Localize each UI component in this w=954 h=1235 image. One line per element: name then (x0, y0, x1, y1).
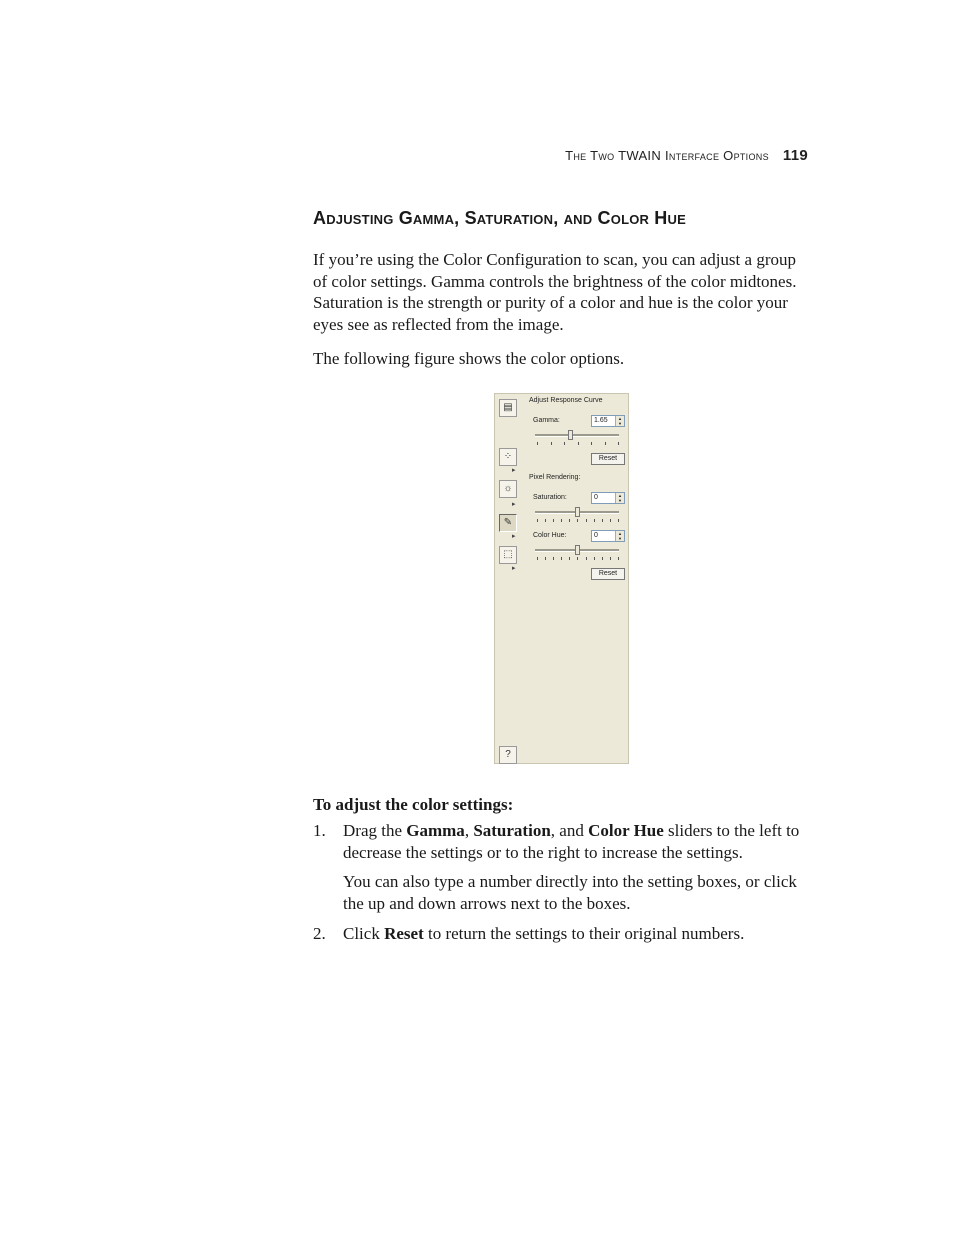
step-2-text: Click Reset to return the settings to their original numbers. (343, 924, 745, 943)
gamma-value: 1.65 (594, 417, 608, 424)
step-1-text: Drag the Gamma, Saturation, and Color Hue sliders to the left to decrease the settings or to the right to increase the settings. (343, 821, 800, 862)
figure-intro-paragraph: The following figure shows the color options. (313, 349, 625, 368)
saturation-term: Saturation (473, 821, 551, 840)
saturation-slider-thumb[interactable] (575, 507, 580, 517)
gamma-label: Gamma: (533, 417, 560, 424)
gamma-term: Gamma (406, 821, 465, 840)
response-curve-title: Adjust Response Curve (529, 397, 603, 404)
halftone-icon[interactable]: ⁘ (499, 448, 517, 466)
saturation-spin-arrows-icon[interactable]: ▲ ▼ (615, 493, 624, 503)
gamma-ticks (537, 442, 619, 446)
hue-label: Color Hue: (533, 532, 567, 539)
step-2-number: 2. (313, 924, 326, 943)
gamma-slider-track[interactable] (535, 434, 619, 437)
gamma-reset-button[interactable]: Reset (591, 453, 625, 465)
intro-paragraph: If you’re using the Color Configuration to scan, you can adjust a group of color settings. Gamma controls the brightness of the color midtones. Saturation is the strength or purity of a color and hue is the color your eyes see as reflected from the image. (313, 250, 797, 334)
hue-input[interactable] (591, 530, 625, 542)
help-icon[interactable]: ? (499, 746, 517, 764)
crop-frame-icon[interactable]: ⬚ (499, 546, 517, 564)
brightness-arrow-icon: ▸ (512, 501, 516, 508)
saturation-label: Saturation: (533, 494, 567, 501)
crop-arrow-icon: ▸ (512, 565, 516, 572)
color-hue-term: Color Hue (588, 821, 664, 840)
saturation-ticks (537, 519, 619, 523)
color-options-panel (494, 393, 629, 764)
gamma-slider-thumb[interactable] (568, 430, 573, 440)
step-1-number: 1. (313, 821, 326, 840)
hue-value: 0 (594, 532, 598, 539)
gamma-spin-arrows-icon[interactable]: ▲ ▼ (615, 416, 624, 426)
running-header-title: The Two TWAIN Interface Options (565, 148, 769, 163)
settings-icon[interactable]: ▤ (499, 399, 517, 417)
reset-term: Reset (384, 924, 424, 943)
procedure-title: To adjust the color settings: (313, 795, 514, 814)
tool-strip (497, 396, 519, 761)
saturation-hue-reset-button[interactable]: Reset (591, 568, 625, 580)
gamma-input[interactable] (591, 415, 625, 427)
color-adjust-icon[interactable]: ✎ (499, 514, 517, 532)
page-number: 119 (782, 147, 808, 164)
section-heading: Adjusting Gamma, Saturation, and Color Hue (313, 208, 686, 228)
saturation-input[interactable] (591, 492, 625, 504)
hue-spin-arrows-icon[interactable]: ▲ ▼ (615, 531, 624, 541)
brightness-contrast-icon[interactable]: ☼ (499, 480, 517, 498)
saturation-value: 0 (594, 494, 598, 501)
hue-slider-thumb[interactable] (575, 545, 580, 555)
hue-ticks (537, 557, 619, 561)
step-1-note: You can also type a number directly into the setting boxes, or click the up and down arrows next to the boxes. (343, 872, 797, 913)
halftone-arrow-icon: ▸ (512, 467, 516, 474)
color-adjust-arrow-icon: ▸ (512, 533, 516, 540)
running-header (565, 147, 808, 164)
pixel-rendering-title: Pixel Rendering: (529, 474, 581, 481)
